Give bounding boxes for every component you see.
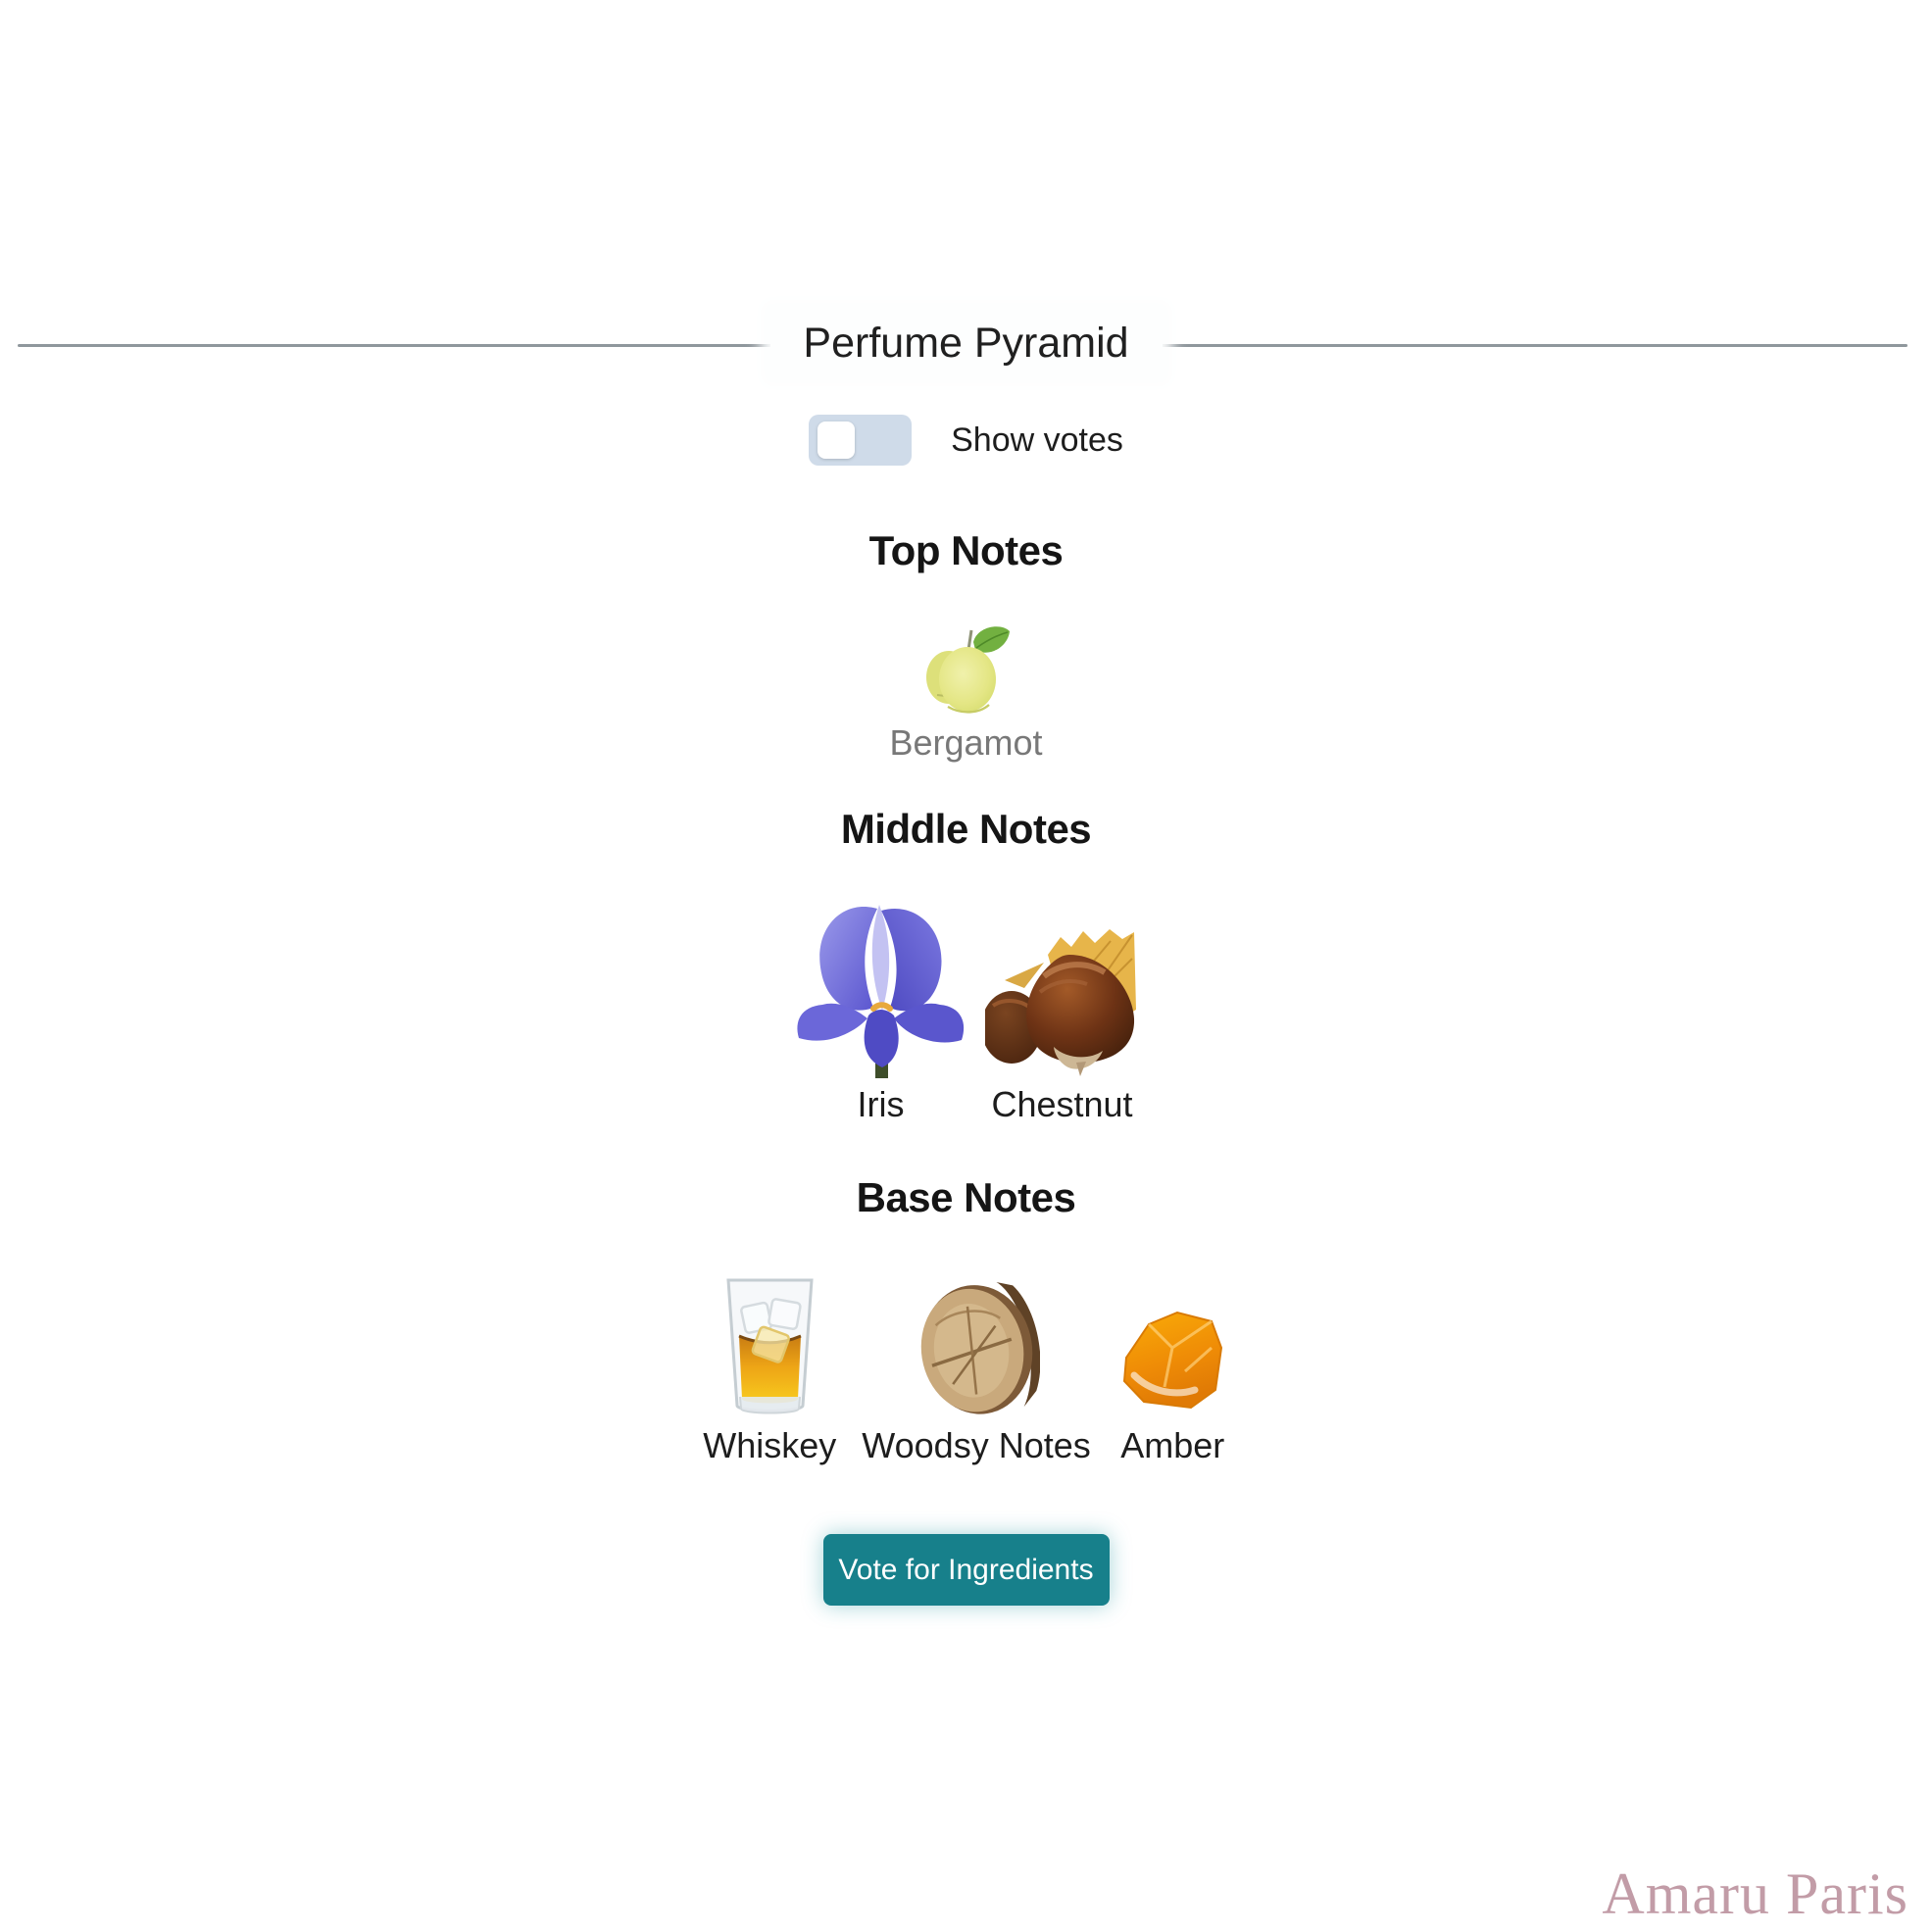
note-item-iris <box>793 897 969 1125</box>
note-label: Whiskey <box>703 1425 837 1465</box>
note-item-chestnut <box>985 919 1140 1125</box>
chestnut-icon <box>985 919 1140 1078</box>
note-label: Bergamot <box>889 722 1043 763</box>
note-label: Amber <box>1120 1425 1225 1465</box>
top-notes-row <box>0 619 1932 764</box>
iris-flower-icon <box>793 897 969 1078</box>
amber-stone-icon <box>1116 1307 1229 1419</box>
middle-notes-heading: Middle Notes <box>840 806 1092 852</box>
toggle-knob-icon[interactable] <box>817 421 855 459</box>
note-label: Iris <box>857 1084 905 1124</box>
show-votes-toggle[interactable] <box>809 415 912 466</box>
page-title: Perfume Pyramid <box>769 310 1162 376</box>
show-votes-row <box>0 415 1932 466</box>
note-label: Woodsy Notes <box>862 1425 1091 1465</box>
bergamot-fruit-icon <box>915 619 1016 717</box>
brand-watermark: Amaru Paris <box>1602 1861 1908 1926</box>
whiskey-glass-icon <box>720 1275 819 1419</box>
note-item-bergamot <box>889 619 1042 764</box>
show-votes-label: Show votes <box>951 421 1123 459</box>
vote-for-ingredients-button[interactable]: Vote for Ingredients <box>823 1534 1110 1606</box>
note-label: Chestnut <box>991 1084 1133 1124</box>
top-notes-heading: Top Notes <box>868 527 1064 573</box>
note-item-amber <box>1116 1307 1229 1466</box>
base-notes-heading: Base Notes <box>856 1174 1076 1220</box>
note-item-woodsy <box>862 1280 1090 1466</box>
middle-notes-row <box>0 897 1932 1125</box>
base-notes-row <box>0 1275 1932 1466</box>
wood-log-icon <box>913 1280 1040 1419</box>
note-item-whiskey <box>703 1275 836 1466</box>
